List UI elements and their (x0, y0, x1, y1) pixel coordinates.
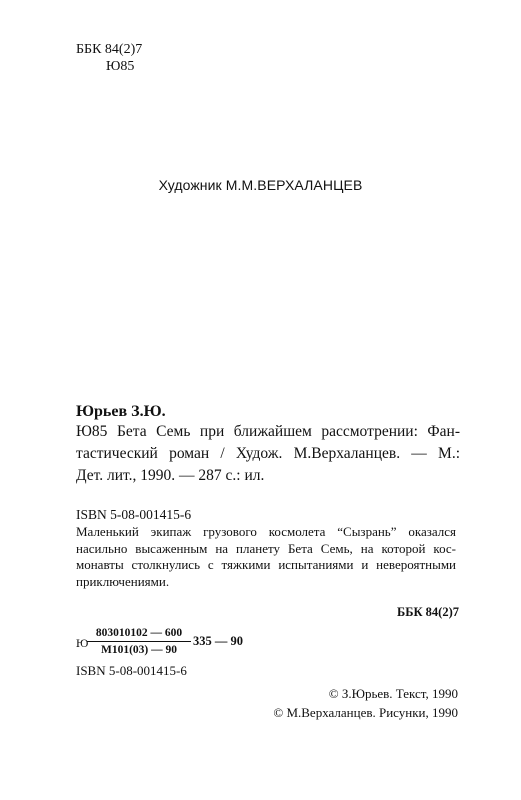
catalog-description (76, 421, 460, 487)
fraction-bar (87, 641, 191, 642)
index-suffix: 335 — 90 (193, 634, 243, 648)
description-line: тастический роман / Худож. М.Верхаланцев. — М.: (76, 445, 460, 462)
annotation-line: насильно высаженным на планету Бета Семь, на которой кос- (76, 540, 456, 556)
isbn: ISBN 5-08-001415-6 (76, 507, 192, 522)
author-code-top: Ю85 (106, 59, 135, 74)
index-denominator: М101(03) — 90 (100, 644, 177, 656)
index-numerator: 803010102 — 600 (95, 627, 183, 639)
bbk-code-top: ББК 84(2)7 (76, 42, 143, 57)
description-line: Ю85 Бета Семь при ближайшем рассмотрении: Фан- (76, 423, 460, 440)
annotation (76, 524, 456, 590)
artist-credit: Художник М.М.ВЕРХАЛАНЦЕВ (158, 177, 363, 193)
catalog-author: Юрьев З.Ю. (76, 403, 166, 420)
copyright-illustrations: © М.Верхаланцев. Рисунки, 1990 (273, 705, 458, 720)
copyright-text: © З.Юрьев. Текст, 1990 (328, 686, 458, 701)
annotation-line: Маленький экипаж грузового космолета “Сызрань” оказался (76, 524, 456, 539)
index-prefix: Ю (76, 636, 89, 650)
description-line: Дет. лит., 1990. — 287 с.: ил. (76, 467, 265, 484)
bbk-code-bottom: ББК 84(2)7 (396, 605, 459, 619)
isbn-bottom: ISBN 5-08-001415-6 (76, 663, 187, 678)
annotation-line: приключениями. (76, 573, 170, 589)
annotation-line: монавты столкнулись с тяжкими испытаниями и невероятными (76, 557, 456, 572)
index-fraction (87, 626, 191, 657)
